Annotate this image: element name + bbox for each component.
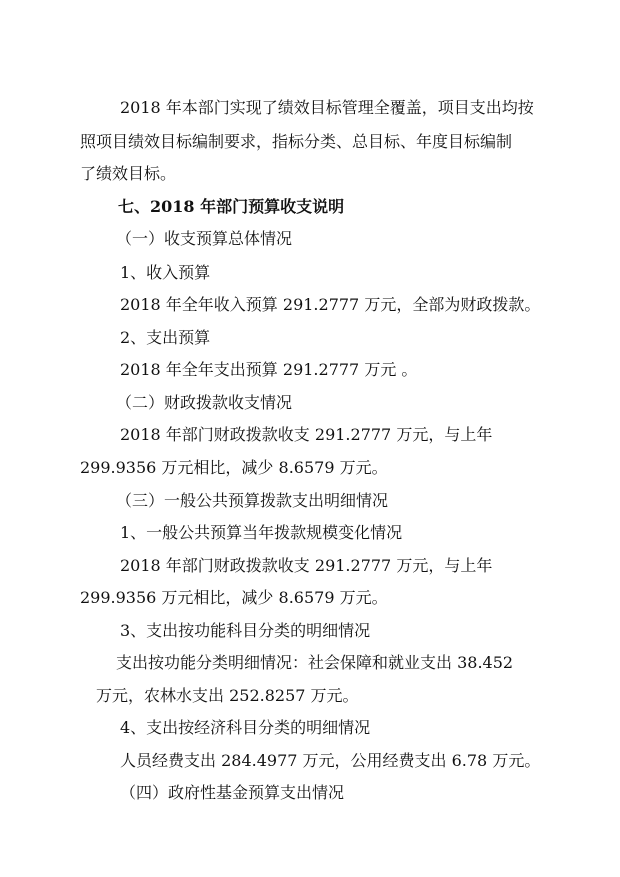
item-heading-income: 1、收入预算 (120, 263, 211, 282)
subsection-heading-3: （三）一般公共预算拨款支出明细情况 (116, 491, 389, 510)
function-text-line-2: 万元，农林水支出 252.8257 万元。 (96, 686, 359, 705)
income-text: 2018 年全年收入预算 291.2777 万元，全部为财政拨款。 (120, 295, 541, 314)
paragraph-line-2: 照项目绩效目标编制要求，指标分类、总目标、年度目标编制 (80, 132, 513, 151)
item-heading-expense: 2、支出预算 (120, 328, 211, 347)
subsection-heading-4: （四）政府性基金预算支出情况 (120, 783, 345, 802)
subsection-heading-2: （二）财政拨款收支情况 (116, 393, 293, 412)
item-heading-economic: 4、支出按经济科目分类的明细情况 (120, 718, 371, 737)
subsection-heading-1: （一）收支预算总体情况 (116, 229, 293, 248)
fiscal-text-line-2: 299.9356 万元相比，减少 8.6579 万元。 (80, 458, 388, 477)
fiscal-text-line-1: 2018 年部门财政拨款收支 291.2777 万元，与上年 (120, 425, 493, 444)
item-heading-function: 3、支出按功能科目分类的明细情况 (120, 621, 371, 640)
scale-text-line-1: 2018 年部门财政拨款收支 291.2777 万元，与上年 (120, 556, 493, 575)
expense-text: 2018 年全年支出预算 291.2777 万元 。 (120, 360, 418, 379)
paragraph-line-3: 了绩效目标。 (80, 164, 177, 183)
paragraph-line-1: 2018 年本部门实现了绩效目标管理全覆盖，项目支出均按 (120, 98, 534, 117)
item-heading-scale: 1、一般公共预算当年拨款规模变化情况 (120, 523, 403, 542)
scale-text-line-2: 299.9356 万元相比，减少 8.6579 万元。 (80, 588, 388, 607)
economic-text: 人员经费支出 284.4977 万元，公用经费支出 6.78 万元。 (120, 751, 541, 770)
function-text-line-1: 支出按功能分类明细情况：社会保障和就业支出 38.452 (116, 653, 514, 672)
section-heading: 七、2018 年部门预算收支说明 (118, 197, 345, 216)
